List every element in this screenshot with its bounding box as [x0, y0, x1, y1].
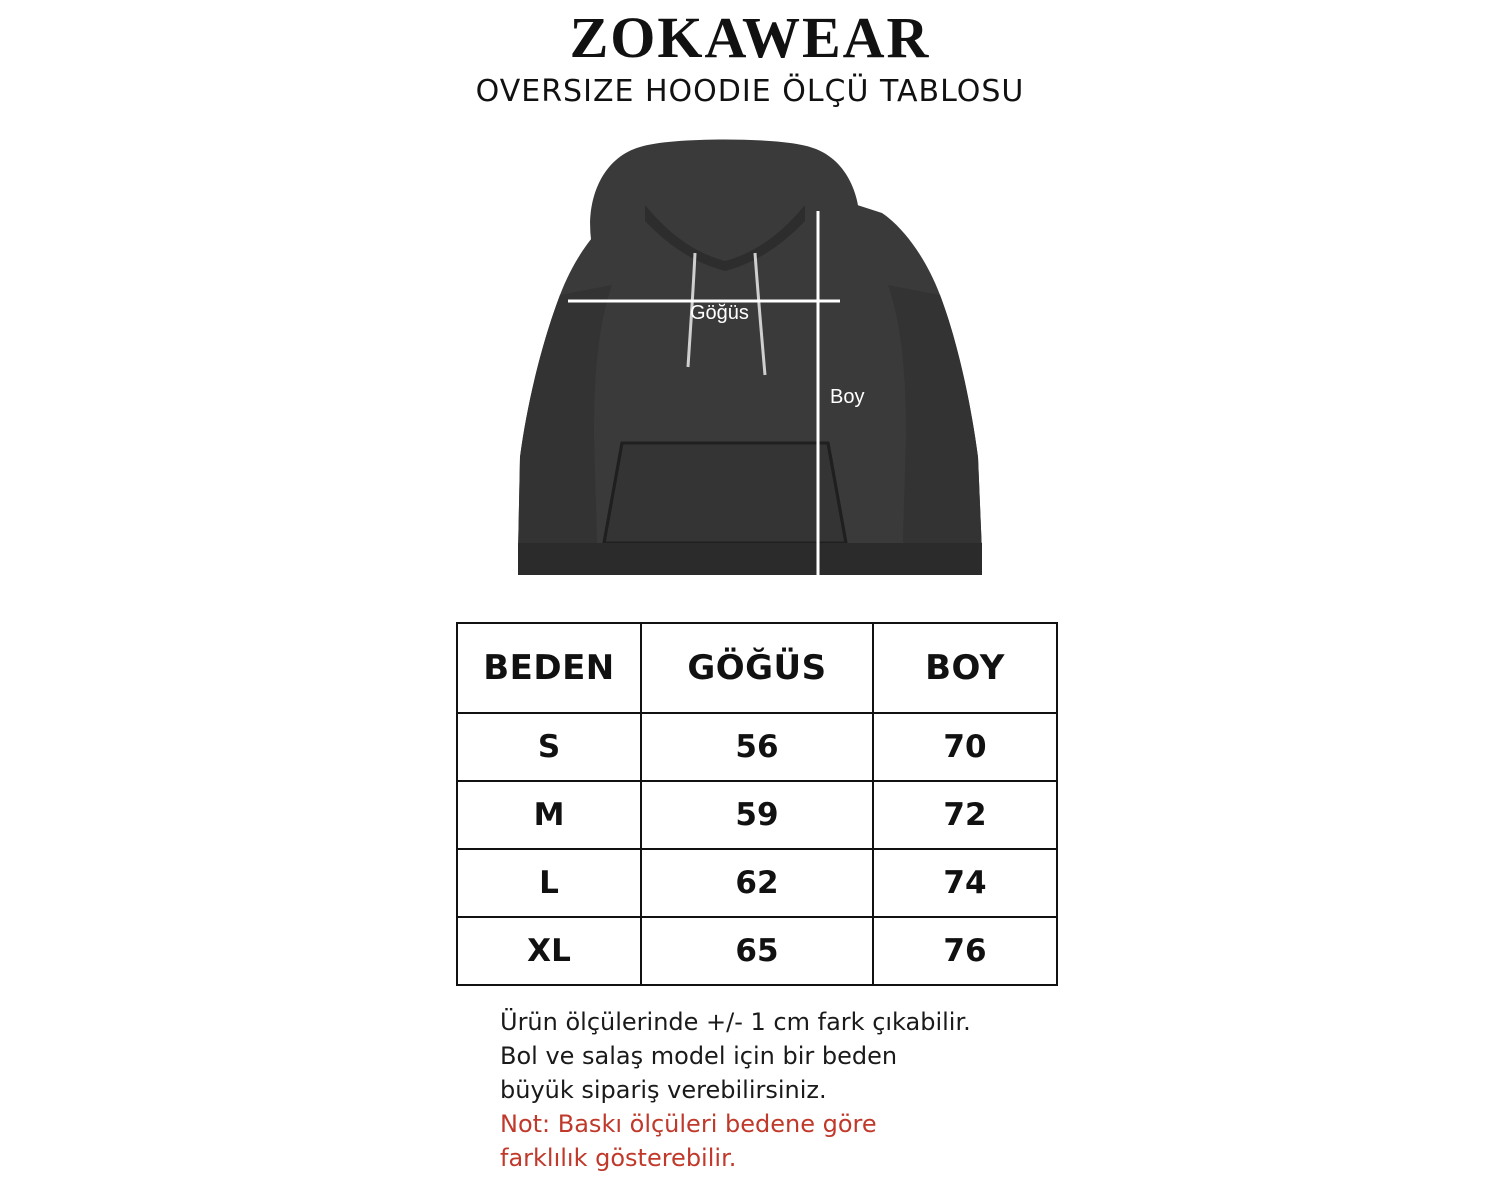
- cell-size: M: [457, 781, 641, 849]
- header-boy: BOY: [873, 623, 1057, 713]
- cell-chest: 56: [641, 713, 873, 781]
- cell-size: S: [457, 713, 641, 781]
- note-line-2: Bol ve salaş model için bir beden: [500, 1042, 898, 1070]
- hoodie-cuff-left: [518, 543, 602, 575]
- hoodie-illustration: [0, 135, 1500, 605]
- table-row: [457, 917, 1057, 985]
- header-gogus: GÖĞÜS: [641, 623, 873, 713]
- note-warning-2: farklılık gösterebilir.: [500, 1144, 737, 1172]
- note-warning-1: Not: Baskı ölçüleri bedene göre: [500, 1110, 877, 1138]
- hoodie-cuff-right: [898, 543, 982, 575]
- hoodie-pocket: [604, 443, 846, 543]
- cell-size: XL: [457, 917, 641, 985]
- page-subtitle: OVERSIZE HOODIE ÖLÇÜ TABLOSU: [475, 74, 1025, 109]
- header-beden: BEDEN: [457, 623, 641, 713]
- table-row: [457, 781, 1057, 849]
- cell-length: 72: [873, 781, 1057, 849]
- note-line-1: Ürün ölçülerinde +/- 1 cm fark çıkabilir.: [500, 1008, 971, 1036]
- table-row: [457, 849, 1057, 917]
- cell-chest: 62: [641, 849, 873, 917]
- hoodie-diagram-svg: [490, 135, 1010, 605]
- cell-size: L: [457, 849, 641, 917]
- size-table-body: [457, 713, 1057, 985]
- table-row: [457, 713, 1057, 781]
- notes-block: [500, 1005, 1200, 1175]
- chest-label: Göğüs: [690, 302, 749, 324]
- cell-length: 74: [873, 849, 1057, 917]
- size-table: [456, 622, 1058, 986]
- cell-length: 70: [873, 713, 1057, 781]
- cell-chest: 59: [641, 781, 873, 849]
- cell-length: 76: [873, 917, 1057, 985]
- brand-title: ZOKAWEAR: [569, 5, 931, 70]
- note-line-3: büyük sipariş verebilirsiniz.: [500, 1076, 827, 1104]
- size-table-head: [457, 623, 1057, 713]
- cell-chest: 65: [641, 917, 873, 985]
- table-header-row: [457, 623, 1057, 713]
- length-label: Boy: [830, 386, 865, 408]
